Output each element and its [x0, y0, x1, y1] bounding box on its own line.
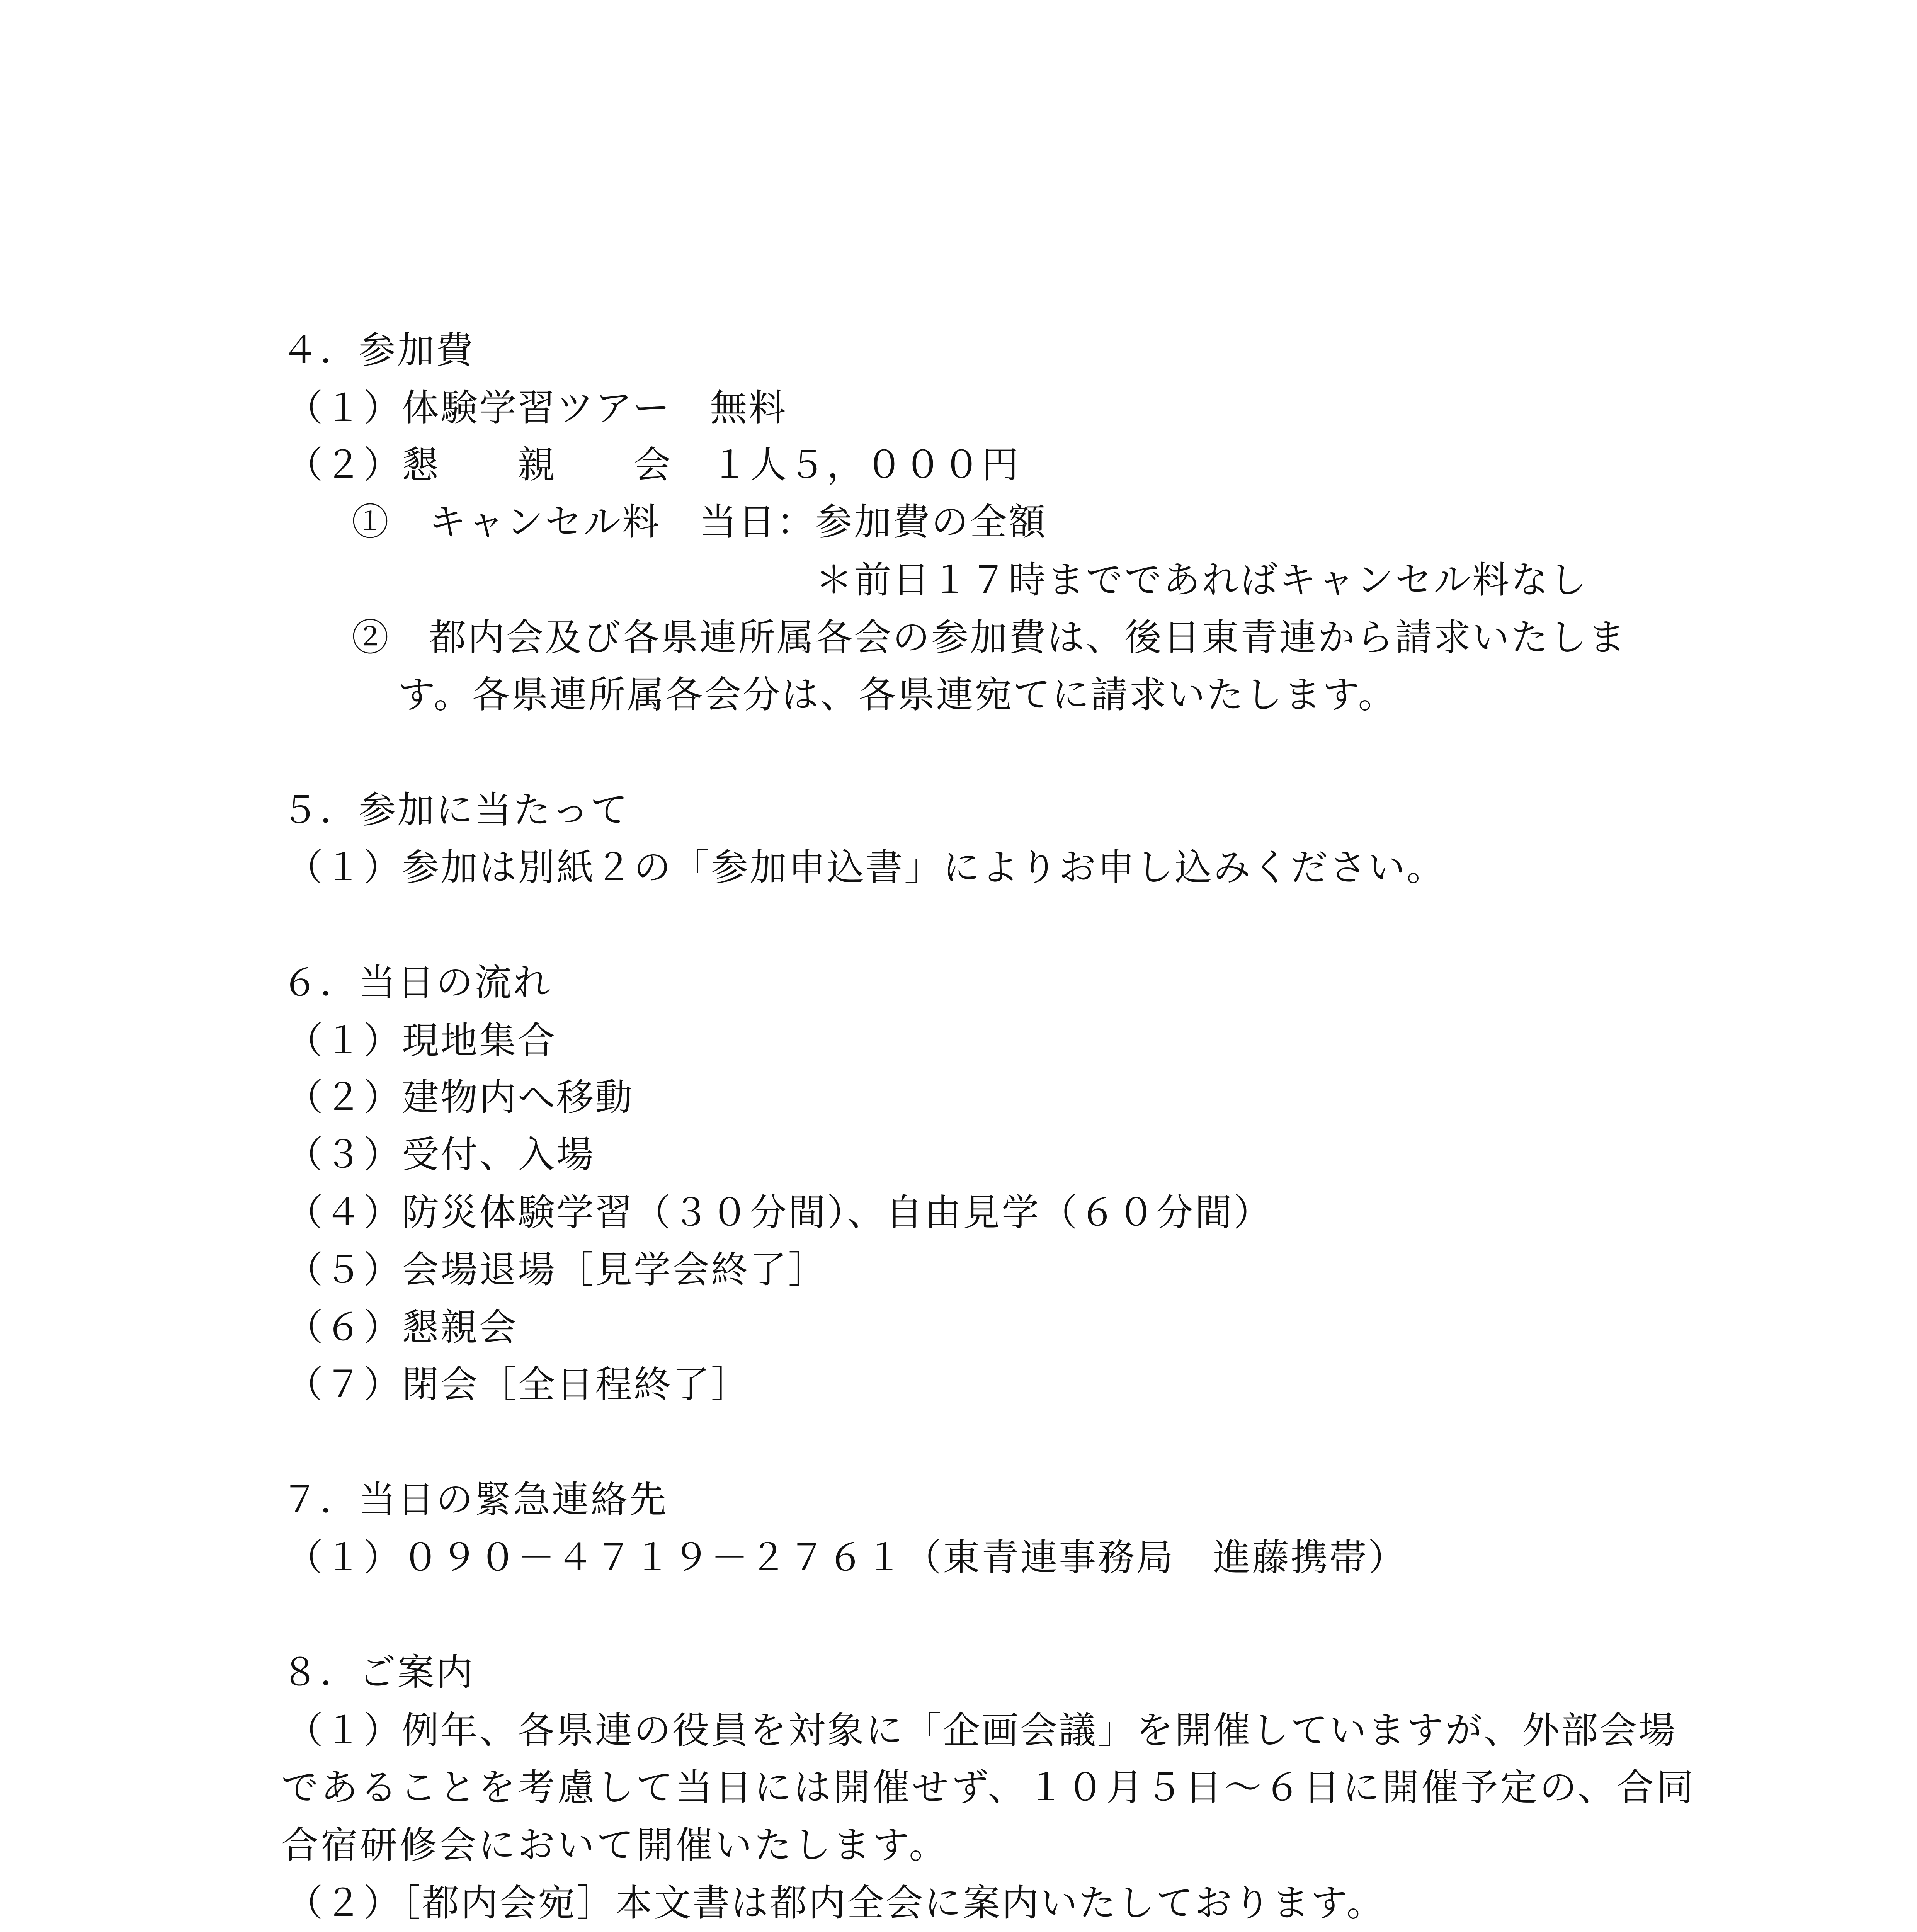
fee-tour-item: （１）体験学習ツアー 無料 [286, 386, 788, 430]
flow-item: （４）防災体験学習（３０分間）、自由見学（６０分間） [286, 1191, 1272, 1234]
application-item: （１）参加は別紙２の「参加申込書」によりお申し込みください。 [286, 846, 1445, 889]
cancel-fee-note: ① キャンセル料 当日：参加費の全額 [352, 500, 1047, 544]
cancel-fee-exception-note: ＊前日１７時までであればキャンセル料なし [815, 558, 1588, 602]
flow-item: （２）建物内へ移動 [286, 1076, 634, 1119]
flow-item: （６）懇親会 [286, 1306, 518, 1349]
notice-paragraph-line-1: （１）例年、各県連の役員を対象に「企画会議」を開催していますが、外部会場 [286, 1709, 1677, 1752]
notice-paragraph-line-2: であることを考慮して当日には開催せず、１０月５日～６日に開催予定の、合同 [281, 1766, 1696, 1809]
fee-party-item: （２）懇 親 会 １人５，０００円 [286, 443, 1020, 486]
billing-note-line-1: ② 都内会及び各県連所属各会の参加費は、後日東青連から請求いたしま [352, 616, 1627, 659]
section-5-heading: ５．参加に当たって [281, 788, 629, 832]
emergency-contact-item: （１）０９０－４７１９－２７６１（東青連事務局 進藤携帯） [286, 1536, 1407, 1579]
section-4-heading: ４．参加費 [281, 328, 475, 372]
section-8-heading: ８．ご案内 [281, 1651, 475, 1694]
flow-item: （３）受付、入場 [286, 1133, 595, 1176]
section-6-heading: ６．当日の流れ [281, 961, 552, 1004]
notice-item-2: （２）［都内会宛］本文書は都内全会に案内いたしております。 [286, 1881, 1385, 1925]
section-7-heading: ７．当日の緊急連絡先 [281, 1478, 668, 1521]
notice-paragraph-line-3: 合宿研修会において開催いたします。 [281, 1823, 949, 1867]
flow-item: （１）現地集合 [286, 1019, 556, 1062]
flow-item: （５）会場退場［見学会終了］ [286, 1248, 827, 1291]
flow-item: （７）閉会［全日程終了］ [286, 1363, 750, 1406]
billing-note-line-2: す。各県連所属各会分は、各県連宛てに請求いたします。 [398, 673, 1397, 716]
